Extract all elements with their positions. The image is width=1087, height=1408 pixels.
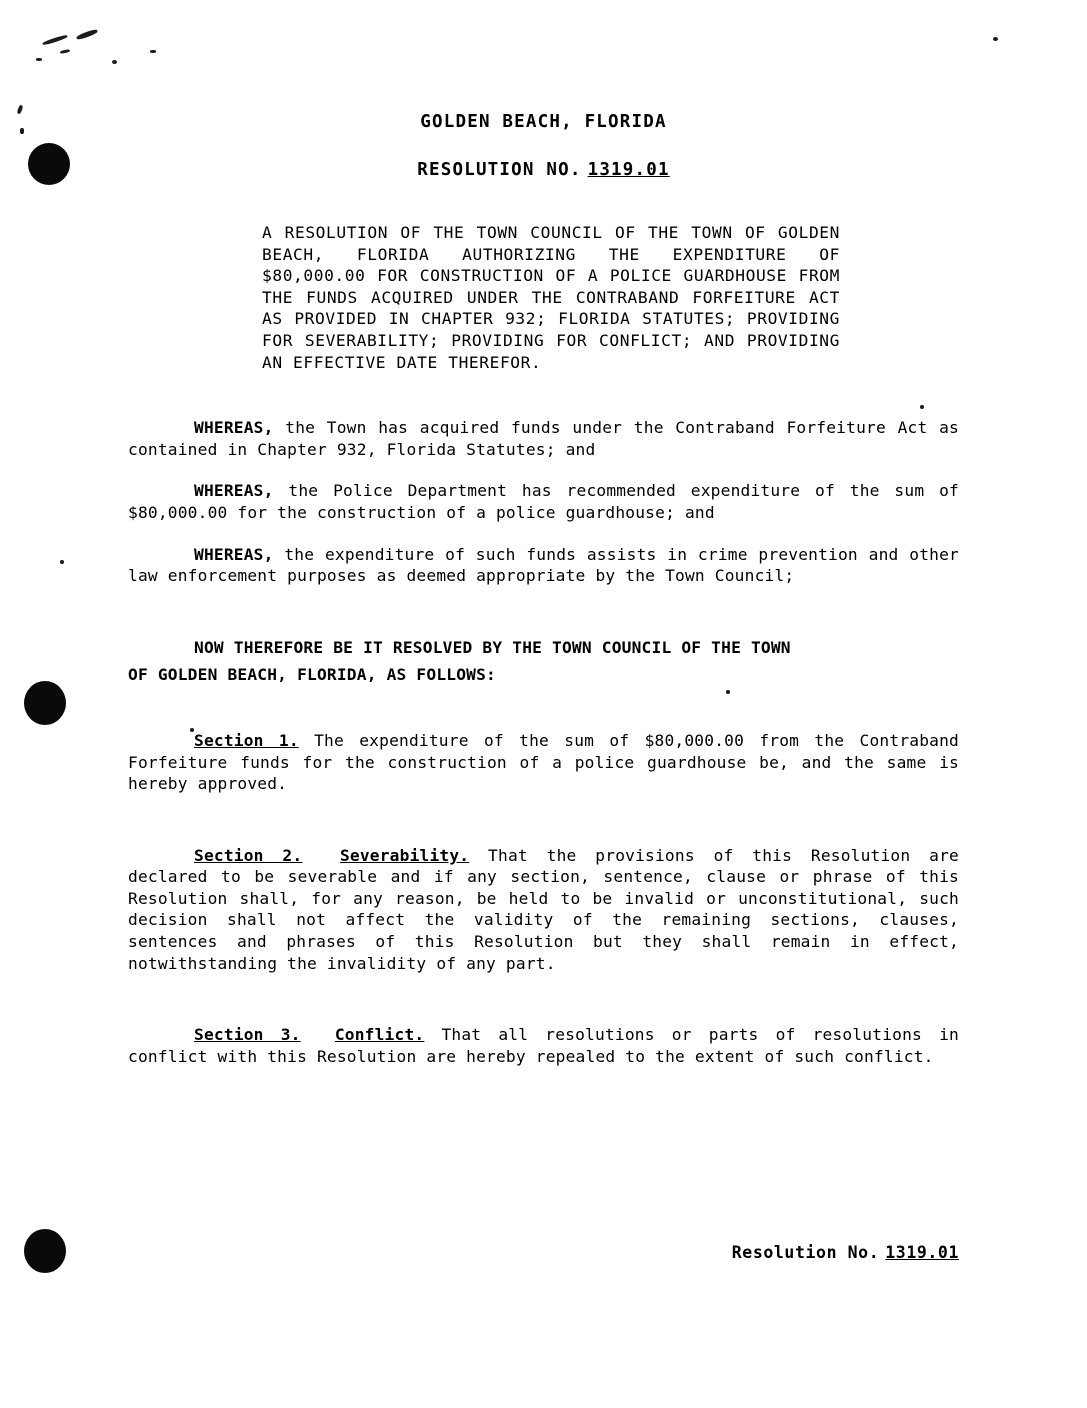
resolution-number: 1319.01: [587, 160, 670, 180]
whereas-clause-2: [128, 480, 959, 523]
hole-punch-mark: [24, 1229, 66, 1273]
whereas-text: the Police Department has recommended expenditure of the sum of $80,000.00 for the construction of a police guardhouse; and: [128, 481, 959, 522]
section-3-title: Conflict.: [334, 1025, 425, 1045]
whereas-label: WHEREAS,: [194, 544, 274, 564]
document-body: [128, 417, 959, 1067]
footer-resolution-label: Resolution No.: [731, 1243, 880, 1262]
section-3-label: Section 3.: [194, 1025, 301, 1045]
section-3-text: That all resolutions or parts of resolutions in conflict with this Resolution are hereby repealed to the extent of such conflict.: [128, 1025, 959, 1066]
page-footer: [732, 1243, 959, 1262]
whereas-label: WHEREAS,: [194, 481, 274, 501]
section-2-title: Severability.: [339, 845, 470, 865]
resolved-clause-text-2: OF GOLDEN BEACH, FLORIDA, AS FOLLOWS:: [128, 665, 496, 685]
section-3: [128, 1024, 959, 1067]
section-2-text: That the provisions of this Resolution are declared to be severable and if any section, sentence, clause or phrase of this Resolution shall, for any reason, be held to be invalid or unconstitutional, such decision shall not affect the validity of the remaining sections, clauses, sentences and phrases of this Resolution but they shall remain in effect, notwithstanding the invalidity of any part.: [128, 845, 959, 973]
section-1: [128, 730, 959, 795]
page-title: GOLDEN BEACH, FLORIDA: [420, 112, 667, 132]
section-2: [128, 845, 959, 975]
resolution-label: RESOLUTION NO.: [417, 160, 582, 180]
whereas-clause-3: [128, 544, 959, 587]
resolved-clause-line-2: [128, 664, 959, 686]
whereas-clause-1: [128, 417, 959, 460]
resolved-clause-line-1: NOW THEREFORE BE IT RESOLVED BY THE TOWN COUNCIL OF THE TOWN: [194, 637, 791, 657]
footer-resolution-number: 1319.01: [885, 1243, 959, 1262]
whereas-text: the expenditure of such funds assists in crime prevention and other law enforcement purposes as deemed appropriate by the Town Council;: [128, 544, 959, 586]
preamble-paragraph: A RESOLUTION OF THE TOWN COUNCIL OF THE TOWN OF GOLDEN BEACH, FLORIDA AUTHORIZING THE EXPENDITURE OF $80,000.00 FOR CONSTRUCTION OF A POLICE GUARDHOUSE FROM THE FUNDS ACQUIRED UNDER THE CONTRABAND FORFEITURE ACT AS PROVIDED IN CHAPTER 932; FLORIDA STATUTES; PROVIDING FOR SEVERABILITY; PROVIDING FOR CONFLICT; AND PROVIDING AN EFFECTIVE DATE THEREFOR.: [262, 223, 840, 372]
section-2-label: Section 2.: [194, 845, 303, 865]
resolution-number-line: [0, 160, 1087, 180]
whereas-text: the Town has acquired funds under the Contraband Forfeiture Act as contained in Chapter 932, Florida Statutes; and: [128, 418, 959, 459]
whereas-label: WHEREAS,: [194, 418, 274, 438]
section-1-label: Section 1.: [194, 730, 299, 750]
section-1-text: The expenditure of the sum of $80,000.00 from the Contraband Forfeiture funds for the construction of a police guardhouse be, and the same is hereby approved.: [128, 730, 959, 794]
